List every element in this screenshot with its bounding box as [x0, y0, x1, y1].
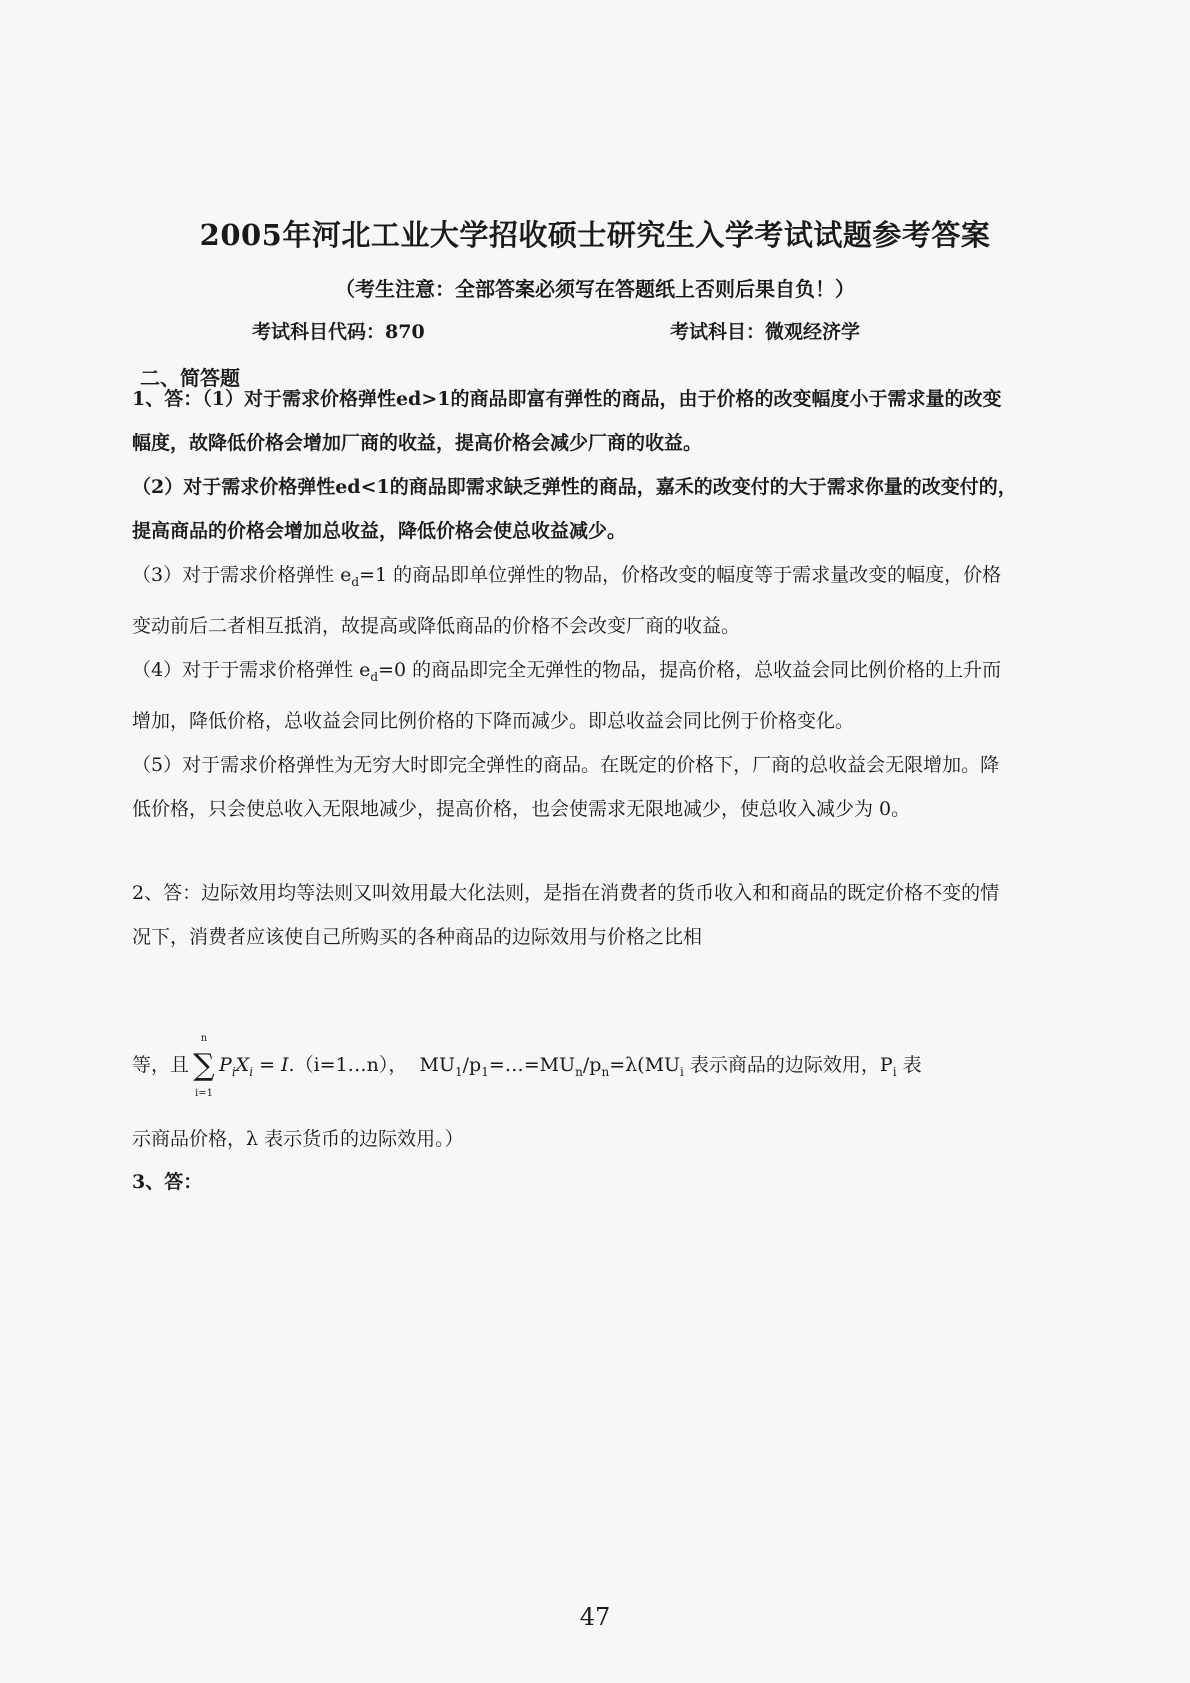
answer-1-part-5: （5）对于需求价格弹性为无穷大时即完全弹性的商品。在既定的价格下，厂商的总收益会无限增加。降低价格，只会使总收入无限地减少，提高价格，也会使需求无限地减少，使总收入减少为 0。 — [132, 753, 1000, 820]
price-n: /p — [582, 1054, 602, 1076]
formula-income: = I — [253, 1054, 289, 1076]
formula-price: P — [219, 1054, 232, 1076]
price-i-subscript: i — [892, 1064, 897, 1079]
price-n-subscript: n — [601, 1064, 610, 1079]
price-1-subscript: 1 — [481, 1064, 489, 1079]
exam-notice: （考生注意：全部答案必须写在答题纸上否则后果自负！） — [335, 277, 855, 301]
answer-2-text: 2、答：边际效用均等法则又叫效用最大化法则，是指在消费者的货币收入和和商品的既定价格不变的情况下，消费者应该使自己所购买的各种商品的边际效用与价格之比相 — [132, 882, 1000, 948]
price-1: /p — [462, 1054, 482, 1076]
answer-1 — [132, 377, 1017, 831]
answer-1-part-4-lead: （4）对于于需求价格弹性 e — [132, 658, 371, 681]
formula-price-subscript: i — [231, 1064, 236, 1079]
answer-2-formula — [132, 1033, 922, 1099]
answer-1-part-3 — [132, 553, 1017, 648]
formula-quantity: X — [235, 1054, 250, 1076]
answer-3: 3、答： — [132, 1171, 203, 1193]
subject-code: 考试科目代码：870 — [252, 321, 425, 343]
page-title: 2005年河北工业大学招收硕士研究生入学考试试题参考答案 — [199, 218, 991, 252]
marginal-utility-i-subscript: i — [680, 1064, 684, 1079]
page-number: 47 — [579, 1603, 611, 1631]
marginal-utility-1: MU — [419, 1054, 455, 1076]
formula-description: 表示商品的边际效用，P — [683, 1054, 893, 1076]
answer-1-part-4 — [132, 648, 1017, 743]
answer-1-part-4-rest: =0 的商品即完全无弹性的物品，提高价格，总收益会同比例价格的上升而增加，降低价格，总收益会同比例价格的下降而减少。即总收益会同比例于价格变化。 — [132, 658, 1002, 732]
marginal-utility-1-subscript: 1 — [454, 1064, 463, 1079]
summation-symbol — [191, 1033, 217, 1099]
summation-lower-limit: i=1 — [195, 1088, 213, 1099]
summation-sign: ∑ — [193, 1048, 215, 1083]
formula-prefix: 等，且 — [132, 1054, 190, 1076]
answer-1-part-3-lead: （3）对于需求价格弹性 e — [132, 564, 352, 586]
answer-2-continued-text: 示商品价格，λ 表示货币的边际效用。） — [132, 1128, 464, 1150]
answer-2-continued — [132, 1117, 1017, 1161]
answer-1-part-2: （2）对于需求价格弹性ed<1的商品即需求缺乏弹性的商品，嘉禾的改变付的大于需求你量的改变付的，提高商品的价格会增加总收益，降低价格会使总收益减少。 — [132, 476, 1017, 542]
formula-range: .（i=1…n）， — [288, 1054, 408, 1076]
answer-1-part-3-rest: =1 的商品即单位弹性的物品，价格改变的幅度等于需求量改变的幅度，价格变动前后二者相互抵消，故提高或降低商品的价格不会改变厂商的收益。 — [132, 564, 1002, 637]
formula-quantity-subscript: i — [249, 1064, 254, 1079]
formula-end: 表 — [896, 1054, 922, 1076]
summation-upper-limit: n — [200, 1033, 208, 1044]
answer-1-part-1: 1、答：（1）对于需求价格弹性ed>1的商品即富有弹性的商品，由于价格的改变幅度小于需求量的改变幅度，故降低价格会增加厂商的收益，提高价格会减少厂商的收益。 — [132, 388, 1002, 454]
lambda-equals: =λ(MU — [609, 1054, 681, 1076]
elasticity-subscript: d — [370, 669, 379, 684]
section-title: 二、简答题 — [140, 366, 240, 390]
marginal-utility-n: =…=MU — [488, 1054, 576, 1076]
answer-2 — [132, 871, 1017, 959]
subject-name: 考试科目：微观经济学 — [670, 321, 861, 343]
elasticity-subscript: d — [351, 574, 360, 589]
marginal-utility-n-subscript: n — [575, 1064, 583, 1079]
